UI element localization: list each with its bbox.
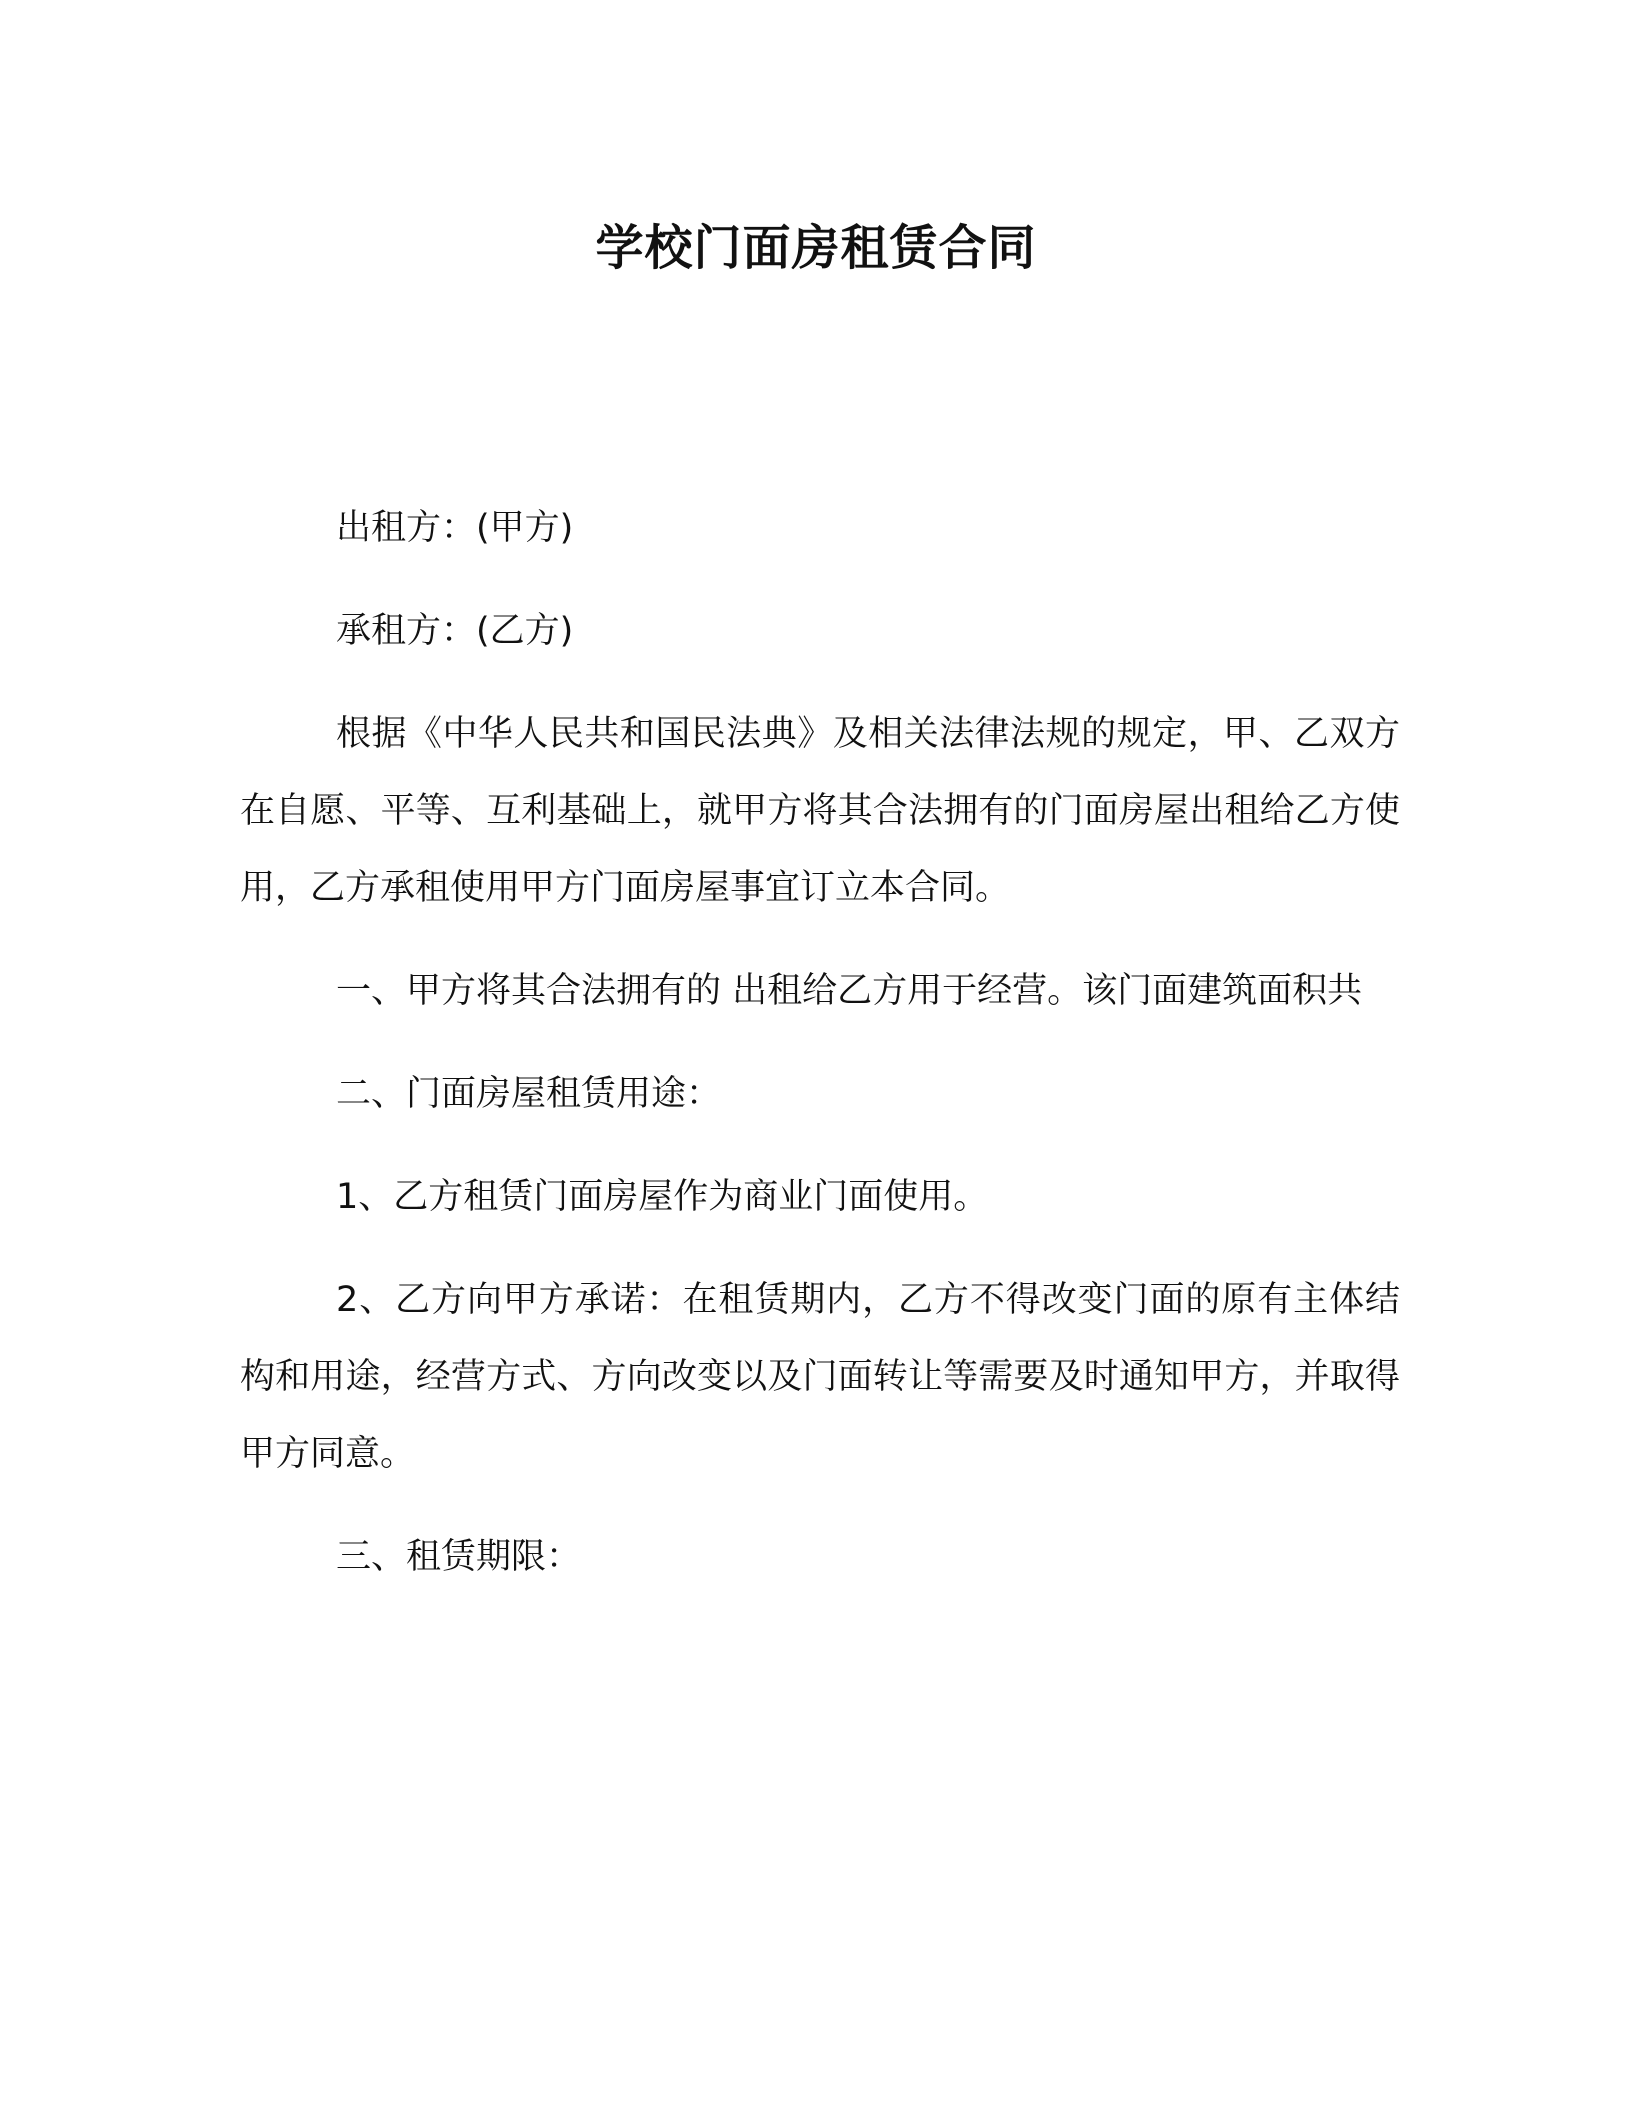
paragraph-lessee: 承租方：(乙方) xyxy=(336,611,574,651)
document-title: 学校门面房租赁合同 xyxy=(595,220,1037,276)
document-body xyxy=(240,490,1400,1622)
paragraph-clause-3-heading: 三、租赁期限： xyxy=(336,1537,582,1577)
paragraph-clause-2-heading: 二、门面房屋租赁用途： xyxy=(336,1074,722,1114)
paragraph-clause-2-item-2: 2、乙方向甲方承诺：在租赁期内，乙方不得改变门面的原有主体结构和用途，经营方式、方向改变以及门面转让等需要及时通知甲方，并取得甲方同意。 xyxy=(240,1280,1400,1474)
paragraph-preamble: 根据《中华人民共和国民法典》及相关法律法规的规定，甲、乙双方在自愿、平等、互利基础上，就甲方将其合法拥有的门面房屋出租给乙方使用，乙方承租使用甲方门面房屋事宜订立本合同。 xyxy=(240,714,1400,908)
paragraph-clause-2-item-1: 1、乙方租赁门面房屋作为商业门面使用。 xyxy=(336,1177,989,1217)
paragraph-clause-1: 一、甲方将其合法拥有的 出租给乙方用于经营。该门面建筑面积共 xyxy=(336,971,1363,1011)
paragraph-lessor: 出租方：(甲方) xyxy=(336,508,574,548)
